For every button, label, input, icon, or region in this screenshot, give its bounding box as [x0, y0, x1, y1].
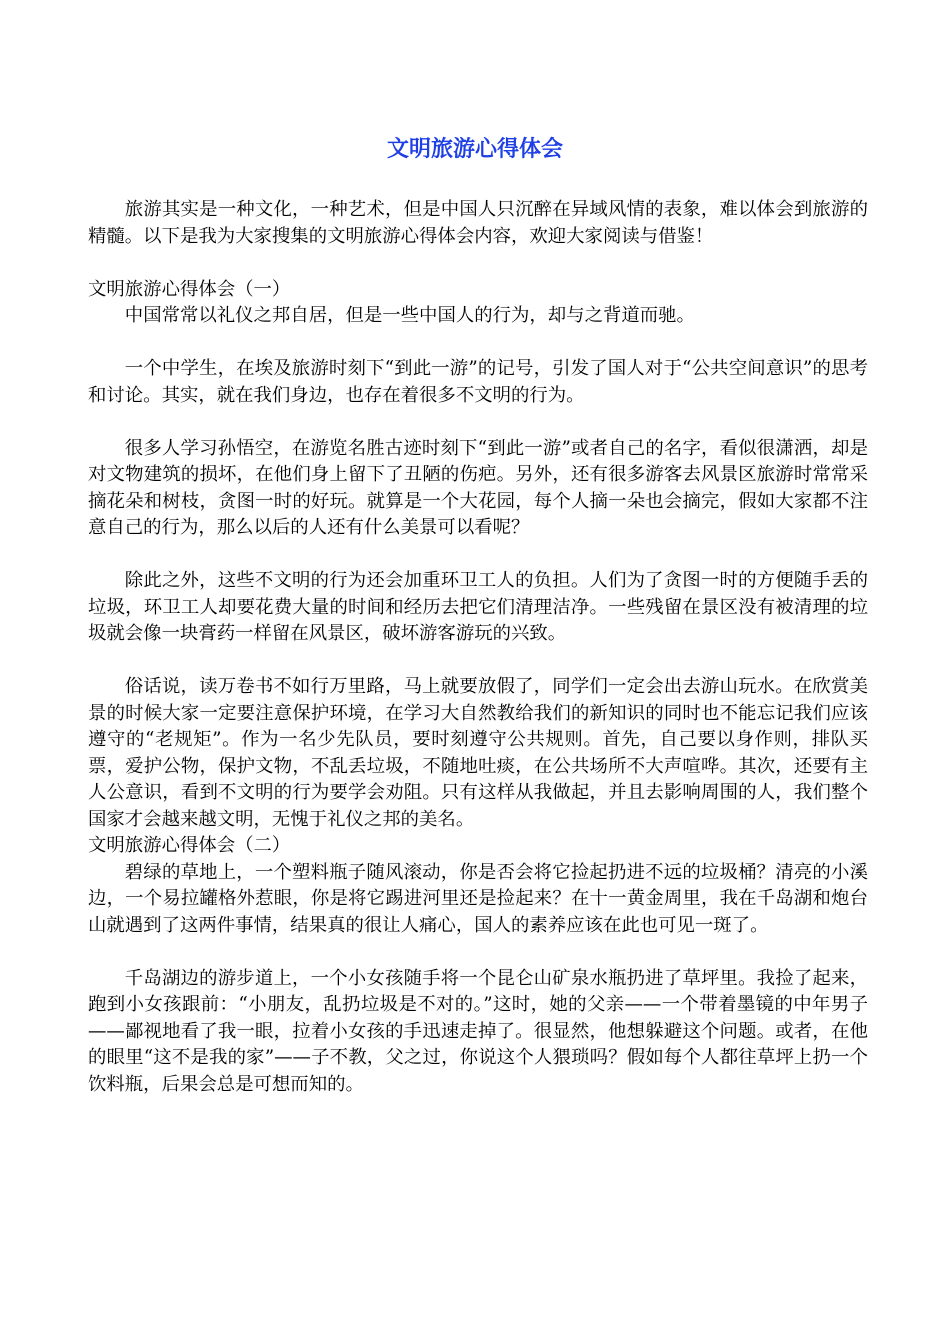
- document-title: 文明旅游心得体会: [386, 137, 563, 162]
- intro-paragraph: 旅游其实是一种文化，一种艺术，但是中国人只沉醉在异域风情的表象，难以体会到旅游的精髓。以下是我为大家搜集的文明旅游心得体会内容，欢迎大家阅读与借鉴！: [88, 199, 868, 247]
- section-heading-1: 文明旅游心得体会（一）: [88, 278, 291, 300]
- section1-paragraph-4: 除此之外，这些不文明的行为还会加重环卫工人的负担。人们为了贪图一时的方便随手丢的垃圾，环卫工人却要花费大量的时间和经历去把它们清理洁净。一些残留在景区没有被清理的垃圾就会像一块膏药一样留在风景区，破坏游客游玩的兴致。: [88, 570, 868, 644]
- section1-paragraph-2: 一个中学生，在埃及旅游时刻下“到此一游”的记号，引发了国人对于“公共空间意识”的思考和讨论。其实，就在我们身边，也存在着很多不文明的行为。: [88, 358, 868, 406]
- section1-paragraph-3: 很多人学习孙悟空，在游览名胜古迹时刻下“到此一游”或者自己的名字，看似很潇洒，却是对文物建筑的损坏，在他们身上留下了丑陋的伤疤。另外，还有很多游客去风景区旅游时常常采摘花朵和树枝，贪图一时的好玩。就算是一个大花园，每个人摘一朵也会摘完，假如大家都不注意自己的行为，那么以后的人还有什么美景可以看呢？: [88, 437, 868, 538]
- paragraph-gap: [88, 330, 868, 357]
- document-body: [88, 197, 868, 1098]
- section-heading-2: 文明旅游心得体会（二）: [88, 835, 291, 856]
- paragraph-gap: [88, 939, 868, 966]
- section2-paragraph-1: 碧绿的草地上，一个塑料瓶子随风滚动，你是否会将它捡起扔进不远的垃圾桶？清亮的小溪边，一个易拉罐格外惹眼，你是将它踢进河里还是捡起来？在十一黄金周里，我在千岛湖和炮台山就遇到了这两件事情，结果真的很让人痛心，国人的素养应该在此也可见一斑了。: [88, 861, 868, 936]
- paragraph-gap: [88, 542, 868, 569]
- section1-paragraph-1: 中国常常以礼仪之邦自居，但是一些中国人的行为，却与之背道而驰。: [124, 305, 695, 326]
- paragraph-gap: [88, 250, 868, 277]
- section2-paragraph-2: 千岛湖边的游步道上，一个小女孩随手将一个昆仑山矿泉水瓶扔进了草坪里。我捡了起来，跑到小女孩跟前：“小朋友，乱扔垃圾是不对的。”这时，她的父亲——一个带着墨镜的中年男子——鄙视地看了我一眼，拉着小女孩的手迅速走掉了。很显然，他想躲避这个问题。或者，在他的眼里“这不是我的家”——子不教，父之过，你说这个人猥琐吗？假如每个人都往草坪上扔一个饮料瓶，后果会总是可想而知的。: [88, 967, 868, 1095]
- section1-paragraph-5: 俗话说，读万卷书不如行万里路，马上就要放假了，同学们一定会出去游山玩水。在欣赏美景的时候大家一定要注意保护环境，在学习大自然教给我们的新知识的同时也不能忘记我们应该遵守的“老规矩”。作为一名少先队员，要时刻遵守公共规则。首先，自己要以身作则，排队买票，爱护公物，保护文物，不乱丢垃圾，不随地吐痰，在公共场所不大声喧哗。其次，还要有主人公意识，看到不文明的行为要学会劝阻。只有这样从我做起，并且去影响周围的人，我们整个国家才会越来越文明，无愧于礼仪之邦的美名。: [88, 676, 868, 830]
- paragraph-gap: [88, 409, 868, 436]
- paragraph-gap: [88, 648, 868, 675]
